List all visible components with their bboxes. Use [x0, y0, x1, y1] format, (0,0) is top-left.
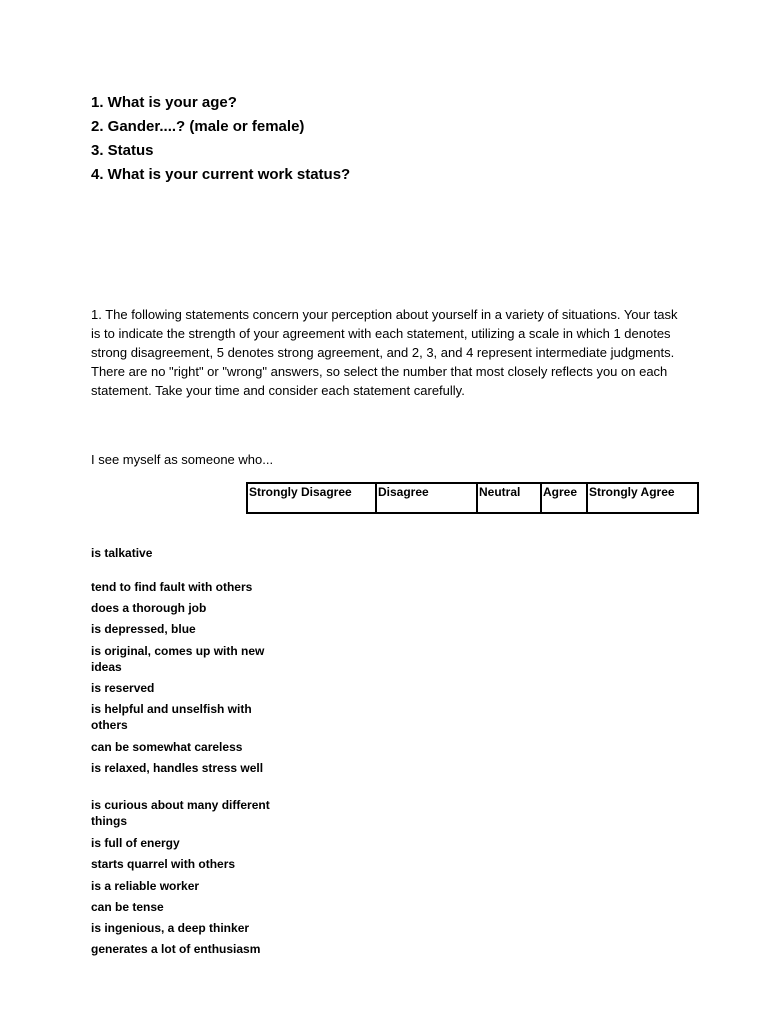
item-statement: is relaxed, handles stress well — [91, 761, 264, 775]
item-statement: can be somewhat careless — [91, 740, 243, 754]
item-statement: is depressed, blue — [91, 622, 196, 636]
item-statement: is curious about many different things — [91, 798, 270, 828]
item-statement: is original, comes up with new ideas — [91, 644, 265, 674]
item-statement: is helpful and unselfish with others — [91, 702, 252, 732]
scale-strongly-agree: Strongly Agree — [587, 483, 698, 513]
demographic-questions — [91, 91, 350, 187]
item-statement: is full of energy — [91, 836, 180, 850]
item-statement: is ingenious, a deep thinker — [91, 921, 250, 935]
question-age: 1. What is your age? — [91, 94, 237, 111]
scale-disagree: Disagree — [376, 483, 477, 513]
item-statement: is reserved — [91, 681, 155, 695]
instructions-paragraph: 1. The following statements concern your perception about yourself in a variety of situations. Your task is to indicate the strength of your agreement with each statement, utilizing a scale in which 1 denotes strong disagreement, 5 denotes strong agreement, and 2, 3, and 4 represent intermediate judgments. There are no "right" or "wrong" answers, so select the number that most closely reflects you on each statement. Take your time and consider each statement carefully. — [91, 307, 678, 398]
item-statement: tend to find fault with others — [91, 580, 253, 594]
item-statement: does a thorough job — [91, 601, 207, 615]
scale-neutral: Neutral — [477, 483, 541, 513]
scale-lead-in: I see myself as someone who... — [91, 452, 274, 467]
question-status: 3. Status — [91, 142, 154, 159]
item-statement: is a reliable worker — [91, 879, 200, 893]
question-gender: 2. Gander....? (male or female) — [91, 118, 305, 135]
item-statement: is talkative — [91, 546, 153, 560]
scale-strongly-disagree: Strongly Disagree — [247, 483, 376, 513]
scale-agree: Agree — [541, 483, 587, 513]
item-statement: can be tense — [91, 900, 164, 914]
item-statement: generates a lot of enthusiasm — [91, 942, 261, 956]
item-statement: starts quarrel with others — [91, 857, 236, 871]
agreement-scale-header — [246, 482, 699, 514]
question-work-status: 4. What is your current work status? — [91, 166, 351, 183]
